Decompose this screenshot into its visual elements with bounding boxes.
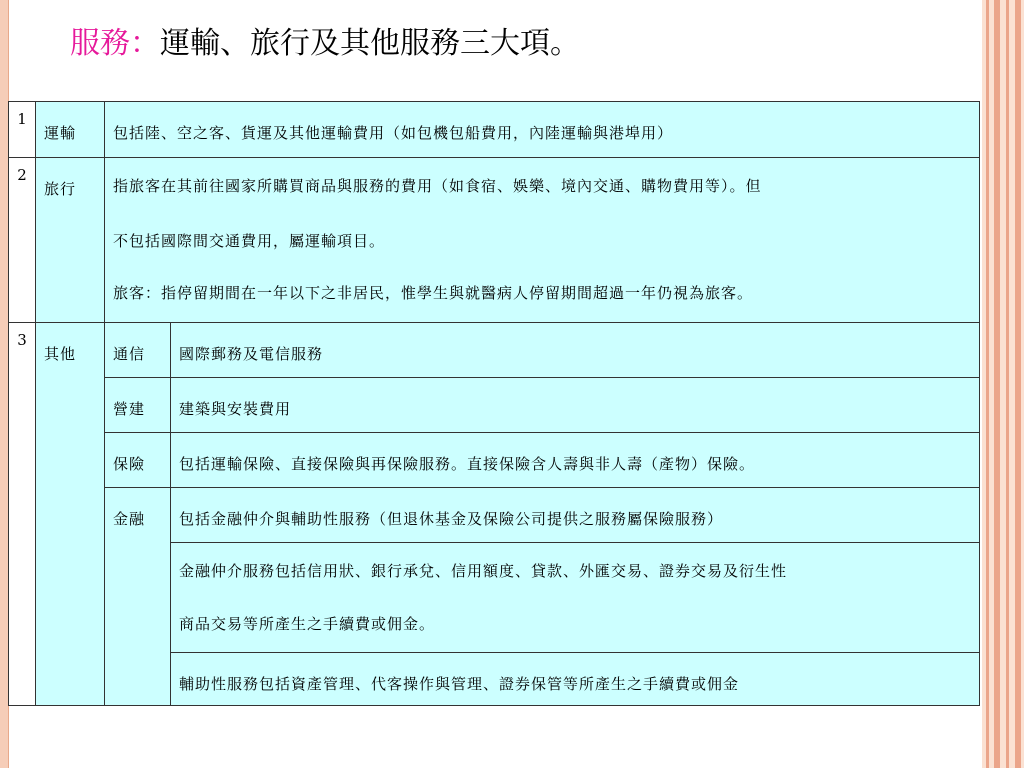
travel-line-3: 旅客：指停留期間在一年以下之非居民，惟學生與就醫病人停留期間超過一年仍視為旅客。 — [113, 284, 754, 302]
sub-label-construction: 營建 — [105, 378, 171, 433]
telecom-description: 國際郵務及電信服務 — [171, 323, 980, 378]
category-travel: 旅行 — [36, 158, 105, 323]
insurance-description: 包括運輸保險、直接保險與再保險服務。直接保險含人壽與非人壽（產物）保險。 — [171, 433, 980, 488]
table-row — [9, 433, 980, 488]
table-row — [9, 488, 980, 543]
table-row — [9, 158, 980, 323]
transport-description: 包括陸、空之客、貨運及其他運輸費用（如包機包船費用，內陸運輸與港埠用） — [105, 102, 980, 158]
category-other: 其他 — [36, 323, 105, 706]
sub-label-insurance: 保險 — [105, 433, 171, 488]
table-row — [9, 102, 980, 158]
category-transport: 運輸 — [36, 102, 105, 158]
row-number: 1 — [9, 102, 36, 158]
finance-intermediation-detail — [171, 543, 980, 653]
title-highlight: 服務： — [70, 26, 160, 61]
services-table — [8, 101, 980, 706]
finance-detail-line-1: 金融仲介服務包括信用狀、銀行承兌、信用額度、貸款、外匯交易、證券交易及衍生性 — [179, 562, 788, 580]
finance-description: 包括金融仲介與輔助性服務（但退休基金及保險公司提供之服務屬保險服務） — [171, 488, 980, 543]
title-text: 運輸、旅行及其他服務三大項。 — [160, 26, 580, 61]
travel-line-1: 指旅客在其前往國家所購買商品與服務的費用（如食宿、娛樂、境內交通、購物費用等）。但 — [113, 177, 762, 195]
slide-title — [70, 24, 580, 64]
right-decor-stripes — [982, 0, 1024, 768]
travel-description — [105, 158, 980, 323]
finance-detail-line-2: 商品交易等所產生之手續費或佣金。 — [179, 615, 436, 633]
sub-label-telecom: 通信 — [105, 323, 171, 378]
row-number: 2 — [9, 158, 36, 323]
sub-label-finance: 金融 — [105, 488, 171, 706]
table-row — [9, 323, 980, 378]
row-number: 3 — [9, 323, 36, 706]
travel-line-2: 不包括國際間交通費用，屬運輸項目。 — [113, 232, 386, 250]
construction-description: 建築與安裝費用 — [171, 378, 980, 433]
finance-auxiliary-detail: 輔助性服務包括資產管理、代客操作與管理、證券保管等所產生之手續費或佣金 — [171, 653, 980, 706]
table-row — [9, 378, 980, 433]
